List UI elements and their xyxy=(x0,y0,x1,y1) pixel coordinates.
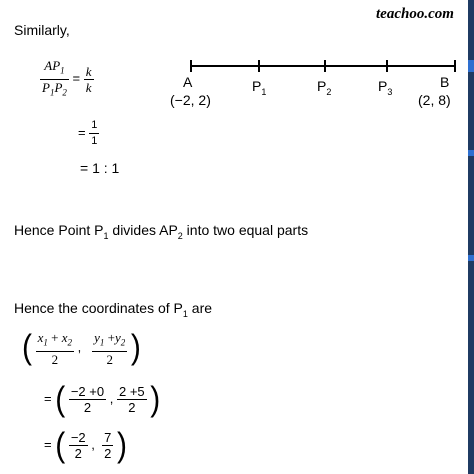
intro-text: Similarly, xyxy=(14,22,70,38)
point-label-p2: $P_2$ xyxy=(317,78,332,97)
result-step: = ( $\frac{-2}{2}$ , $\frac{7}{2}$ ) xyxy=(44,425,128,464)
formula-y-fraction: $\frac{y_1 +y_2}{2}$ xyxy=(94,330,126,367)
tick-p1 xyxy=(258,60,260,72)
coord-a: (−2, 2) xyxy=(170,92,211,108)
ratio-lhs-fraction: $\frac{AP_1}{P_1P_2}$ xyxy=(42,58,67,98)
bar-accent xyxy=(468,60,474,72)
point-label-b: B xyxy=(440,74,450,90)
formula-x-fraction: $\frac{x_1 + x_2}{2}$ xyxy=(37,330,73,367)
ratio-step-3: = 1 : 1 xyxy=(80,160,120,176)
statement-equal-parts: Hence Point $P_1$ divides $AP_2$ into two equal parts xyxy=(14,222,309,241)
result-x-fraction: $\frac{-2}{2}$ xyxy=(70,430,86,461)
midpoint-formula: ( $\frac{x_1 + x_2}{2}$ , $\frac{y_1 +y_2}{2}$ ) xyxy=(22,328,141,367)
tick-a xyxy=(190,60,192,72)
coord-b: (2, 8) xyxy=(418,92,451,108)
tick-b xyxy=(454,60,456,72)
substitution-step: = ( $\frac{-2 +0}{2}$ , $\frac{2 +5}{2}$ ) xyxy=(44,379,161,418)
statement-coordinates: Hence the coordinates of $P_1$ are xyxy=(14,300,213,319)
tick-p2 xyxy=(324,60,326,72)
ratio-equation xyxy=(40,58,94,100)
point-label-a: A xyxy=(183,74,193,90)
subst-y-fraction: $\frac{2 +5}{2}$ xyxy=(118,384,145,415)
equals-sign: = xyxy=(72,70,81,86)
ratio-step-2: = $\frac{1}{1}$ xyxy=(78,119,98,147)
ratio-rhs-fraction: $\frac{k}{k}$ xyxy=(85,63,92,95)
result-y-fraction: $\frac{7}{2}$ xyxy=(104,430,112,461)
point-label-p3: $P_3$ xyxy=(378,78,393,97)
number-line xyxy=(190,65,456,67)
point-label-p1: $P_1$ xyxy=(252,78,267,97)
tick-p3 xyxy=(386,60,388,72)
subst-x-fraction: $\frac{-2 +0}{2}$ xyxy=(70,384,105,415)
bar-accent xyxy=(468,255,474,261)
teachoo-logo: teachoo.com xyxy=(376,6,454,22)
bar-accent xyxy=(468,150,474,156)
